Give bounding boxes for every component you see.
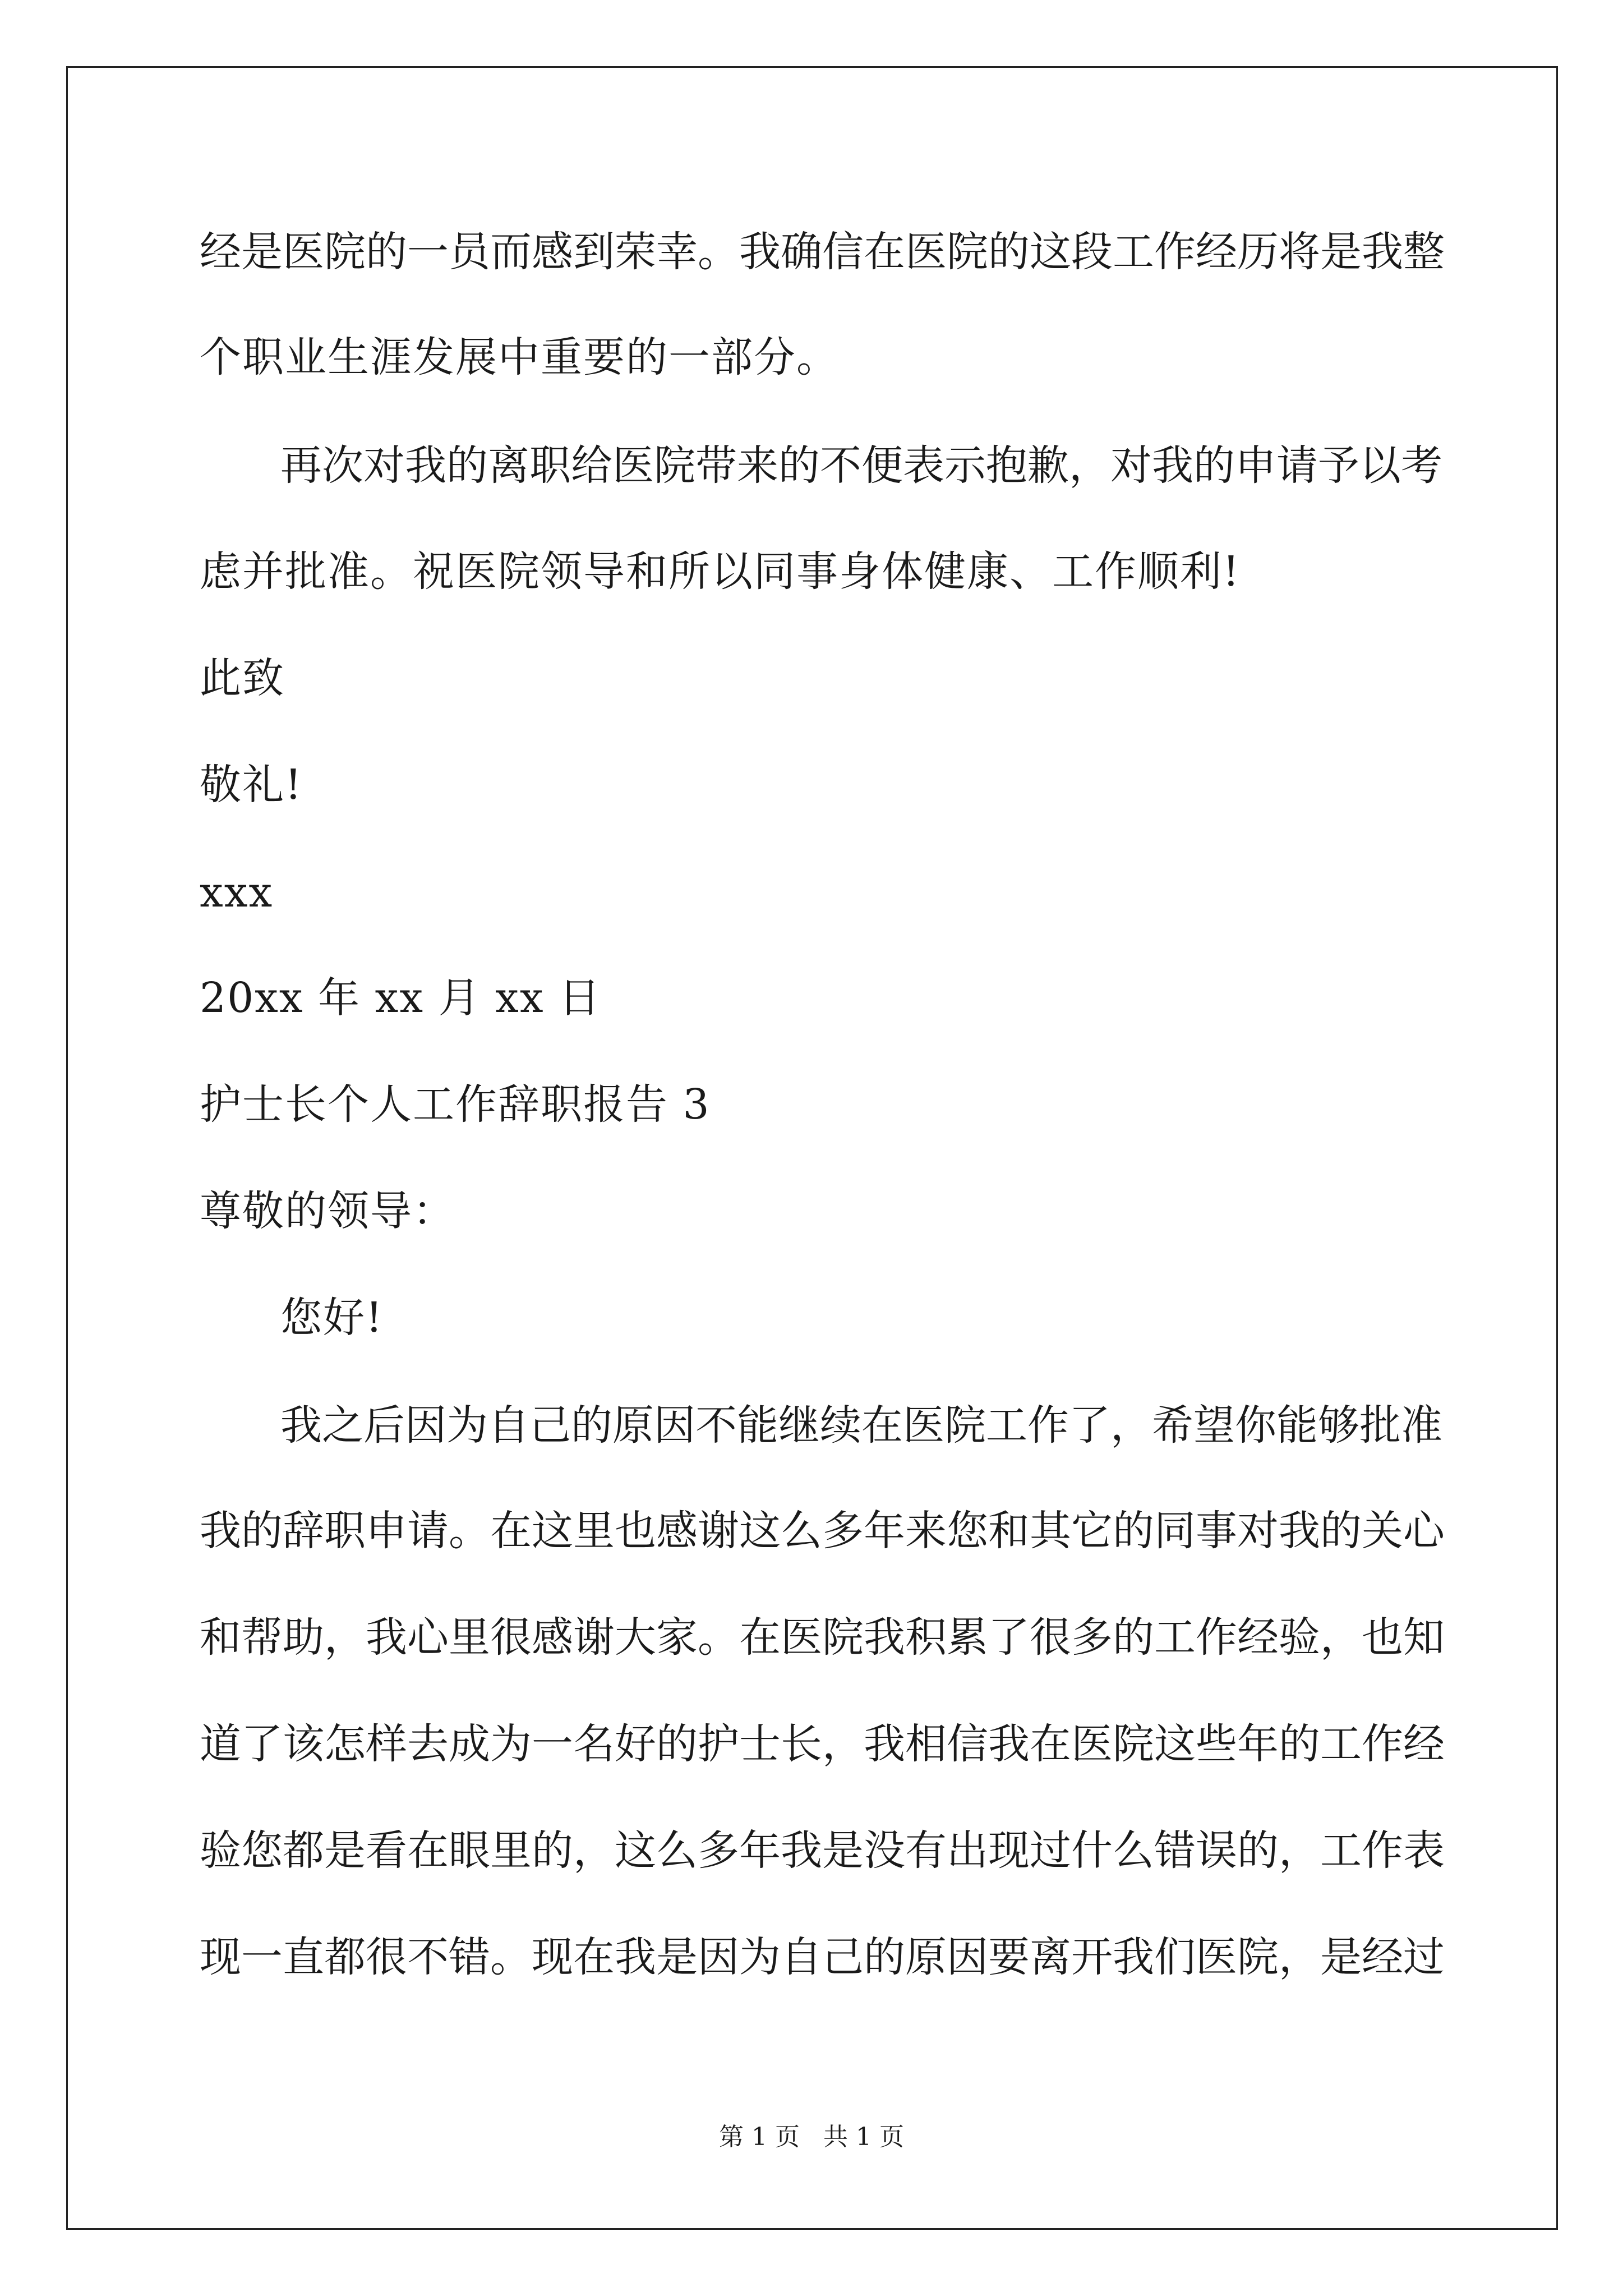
text-line: 再次对我的离职给医院带来的不便表示抱歉，对我的申请予以考 <box>280 441 1442 490</box>
signature-date: 20xx 年 xx 月 xx 日 <box>200 974 602 1022</box>
text-line: 道了该怎样去成为一名好的护士长，我相信我在医院这些年的工作经 <box>200 1720 1445 1768</box>
page-border <box>66 66 1558 2230</box>
text-line: 我的辞职申请。在这里也感谢这么多年来您和其它的同事对我的关心 <box>200 1507 1445 1555</box>
greeting-recipient: 尊敬的领导： <box>200 1187 455 1235</box>
text-line: 现一直都很不错。现在我是因为自己的原因要离开我们医院，是经过 <box>200 1933 1445 1981</box>
text-line: 虑并批准。祝医院领导和所以同事身体健康、工作顺利! <box>200 547 1241 596</box>
section-title: 护士长个人工作辞职报告 3 <box>200 1080 711 1129</box>
greeting: 您好! <box>280 1294 384 1342</box>
page-footer: 第 1 页 共 1 页 <box>719 2123 904 2151</box>
text-line: 和帮助，我心里很感谢大家。在医院我积累了很多的工作经验，也知 <box>200 1613 1445 1662</box>
closing-salutation: 此致 <box>200 654 285 702</box>
text-line: 验您都是看在眼里的，这么多年我是没有出现过什么错误的，工作表 <box>200 1826 1445 1875</box>
closing-regards: 敬礼! <box>200 761 303 809</box>
signature-name: xxx <box>200 868 274 917</box>
text-line: 我之后因为自己的原因不能继续在医院工作了，希望你能够批准 <box>280 1401 1442 1450</box>
text-line: 个职业生涯发展中重要的一部分。 <box>200 333 839 381</box>
text-line: 经是医院的一员而感到荣幸。我确信在医院的这段工作经历将是我整 <box>200 228 1445 276</box>
